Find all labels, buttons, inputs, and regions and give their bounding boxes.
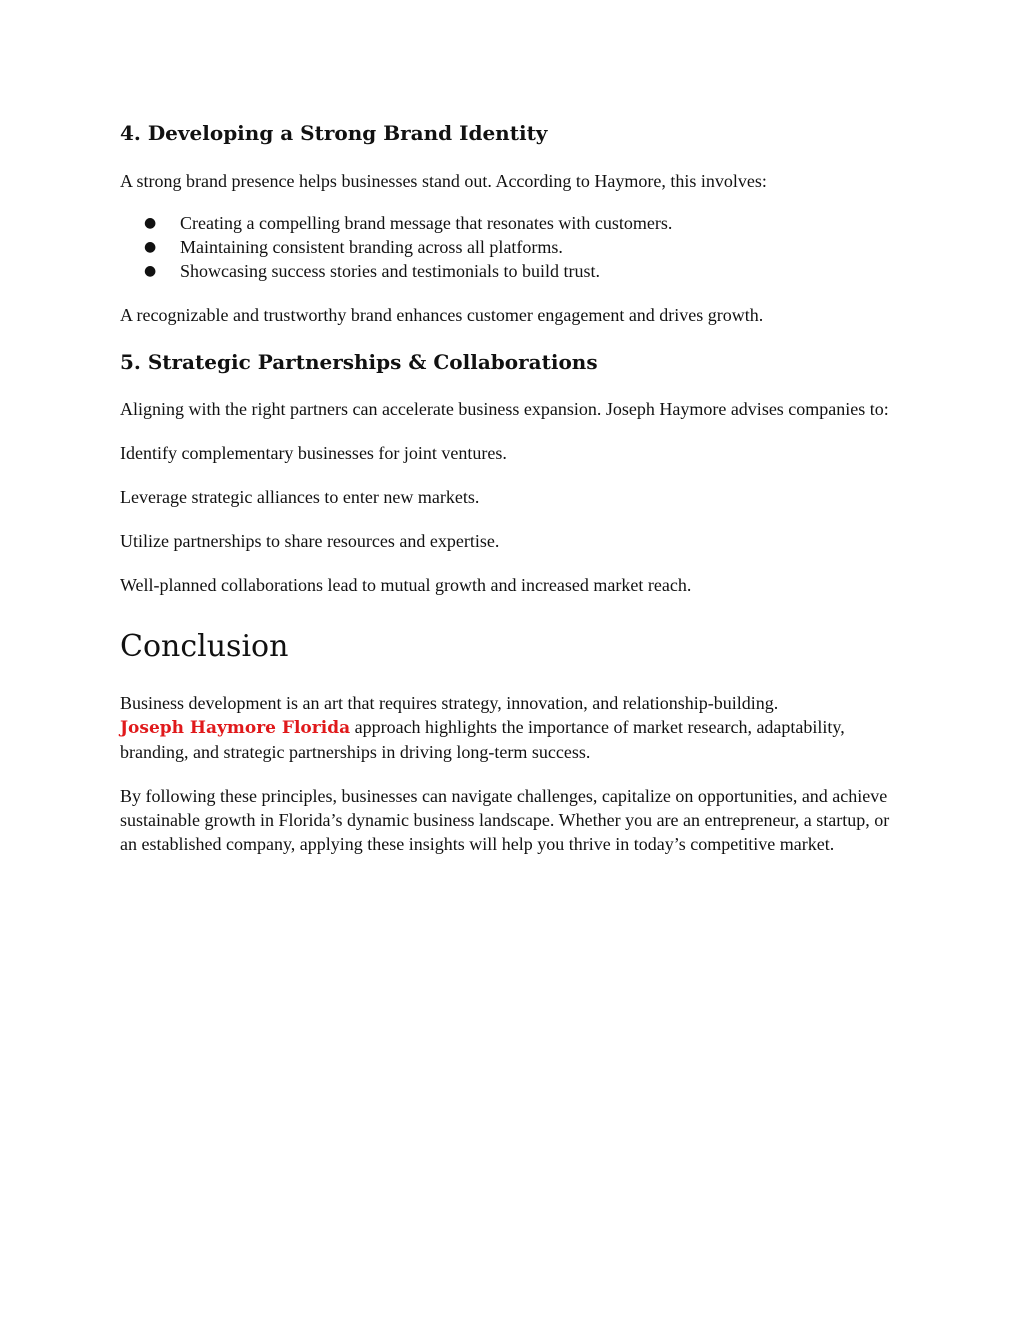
list-item-text: Creating a compelling brand message that resonates with customers. <box>180 213 673 233</box>
section-5-intro: Aligning with the right partners can accelerate business expansion. Joseph Haymore advises companies to: <box>120 399 889 419</box>
conclusion-paragraph-2: By following these principles, businesses can navigate challenges, capitalize on opportunities, and achieve sustainable growth in Florida’s dynamic business landscape. Whether you are an entrepreneur, a startup, or an established company, applying these insights will help you thrive in today’s competitive market. <box>120 786 890 854</box>
list-item <box>120 235 900 259</box>
conclusion-text-end: approach highlights the importance of market research, adaptability, branding, and strategic partnerships in driving long-term success. <box>120 717 845 762</box>
document-page <box>120 116 900 856</box>
conclusion-text-start: Business development is an art that requires strategy, innovation, and relationship-building. <box>120 693 779 713</box>
partnership-item: Identify complementary businesses for joint ventures. <box>120 443 507 463</box>
partnership-item: Utilize partnerships to share resources and expertise. <box>120 531 500 551</box>
joseph-haymore-florida-link[interactable]: Joseph Haymore Florida <box>120 718 351 738</box>
brand-identity-list <box>120 211 900 283</box>
bullet-icon: ● <box>144 263 157 279</box>
conclusion-paragraph-1 <box>120 691 900 764</box>
section-4-heading: 4. Developing a Strong Brand Identity <box>120 121 548 145</box>
list-item-text: Maintaining consistent branding across all platforms. <box>180 237 563 257</box>
bullet-icon: ● <box>144 239 157 255</box>
bullet-icon: ● <box>144 215 157 231</box>
conclusion-heading: Conclusion <box>120 629 289 664</box>
list-item <box>120 259 900 283</box>
section-5-closing: Well-planned collaborations lead to mutual growth and increased market reach. <box>120 575 692 595</box>
section-4-closing: A recognizable and trustworthy brand enhances customer engagement and drives growth. <box>120 305 764 325</box>
section-5-heading: 5. Strategic Partnerships & Collaborations <box>120 350 598 374</box>
list-item-text: Showcasing success stories and testimonials to build trust. <box>180 261 600 281</box>
section-4-intro: A strong brand presence helps businesses stand out. According to Haymore, this involves: <box>120 171 767 191</box>
partnership-item: Leverage strategic alliances to enter new markets. <box>120 487 480 507</box>
list-item <box>120 211 900 235</box>
